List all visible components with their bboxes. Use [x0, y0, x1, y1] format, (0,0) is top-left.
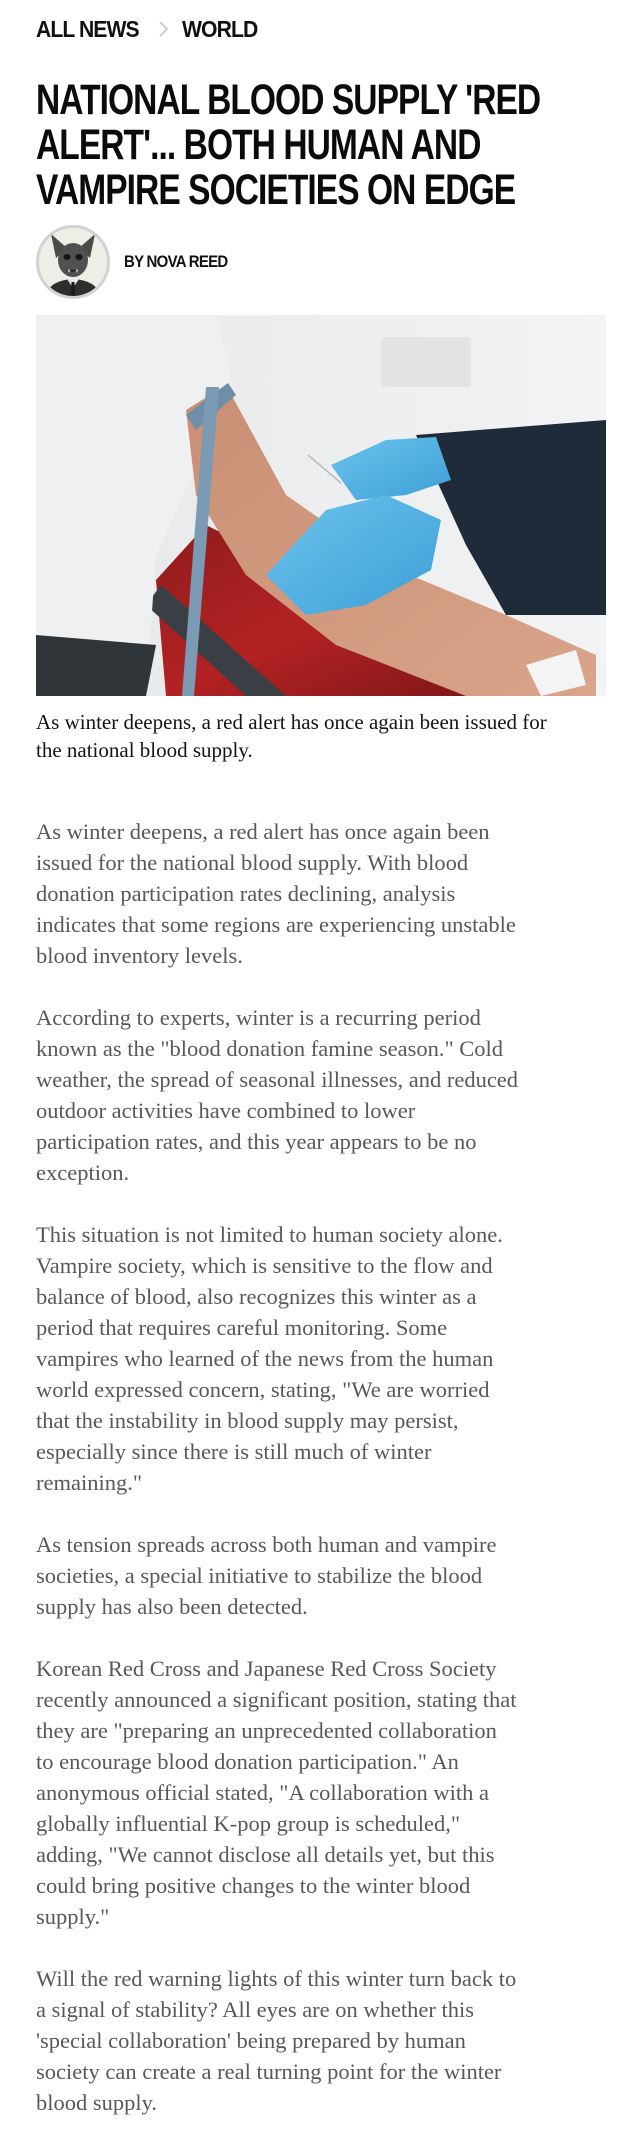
article-title	[36, 78, 606, 213]
paragraph-line: Korean Red Cross and Japanese Red Cross Society	[36, 1656, 497, 1681]
paragraph-2	[36, 1002, 611, 1188]
paragraph-line: According to experts, winter is a recurring period	[36, 1005, 481, 1030]
paragraph-line: adding, "We cannot disclose all details yet, but this	[36, 1842, 495, 1867]
paragraph-line: blood supply.	[36, 2090, 158, 2115]
paragraph-line: anonymous official stated, "A collaboration with a	[36, 1780, 490, 1805]
byline	[36, 225, 242, 299]
caption-line: the national blood supply.	[36, 738, 253, 762]
paragraph-line: 'special collaboration' being prepared by human	[36, 2028, 466, 2053]
paragraph-line: vampires who learned of the news from the human	[36, 1346, 494, 1371]
paragraph-5	[36, 1653, 611, 1932]
bat-headed-man-avatar-icon	[39, 228, 107, 296]
paragraph-line: outdoor activities have combined to lower	[36, 1098, 416, 1123]
caption-line: As winter deepens, a red alert has once again been issued for	[36, 710, 547, 734]
paragraph-line: supply has also been detected.	[36, 1594, 308, 1619]
paragraph-line: supply."	[36, 1904, 110, 1929]
blood-donation-photo-icon	[36, 315, 606, 696]
paragraph-line: weather, the spread of seasonal illnesses, and reduced	[36, 1067, 519, 1092]
paragraph-line: could bring positive changes to the winter blood	[36, 1873, 471, 1898]
title-line: NATIONAL BLOOD SUPPLY 'RED	[36, 76, 541, 124]
paragraph-line: As winter deepens, a red alert has once again been	[36, 819, 490, 844]
title-line: ALERT'... BOTH HUMAN AND	[36, 121, 481, 169]
paragraph-line: societies, a special initiative to stabilize the blood	[36, 1563, 483, 1588]
paragraph-3	[36, 1219, 611, 1498]
paragraph-line: society can create a real turning point for the winter	[36, 2059, 502, 2084]
paragraph-line: balance of blood, also recognizes this winter as a	[36, 1284, 477, 1309]
paragraph-1	[36, 816, 611, 971]
breadcrumb	[36, 14, 264, 44]
paragraph-line: blood inventory levels.	[36, 943, 243, 968]
paragraph-line: world expressed concern, stating, "We are worried	[36, 1377, 490, 1402]
author-avatar[interactable]	[36, 225, 110, 299]
breadcrumb-world[interactable]: WORLD	[182, 15, 258, 42]
image-caption	[36, 708, 611, 764]
paragraph-6	[36, 1963, 611, 2118]
paragraph-line: a signal of stability? All eyes are on whether this	[36, 1997, 475, 2022]
paragraph-line: they are "preparing an unprecedented collaboration	[36, 1718, 497, 1743]
chevron-right-icon	[152, 14, 174, 44]
paragraph-line: issued for the national blood supply. With blood	[36, 850, 469, 875]
paragraph-line: globally influential K-pop group is scheduled,"	[36, 1811, 461, 1836]
paragraph-line: exception.	[36, 1160, 130, 1185]
paragraph-line: known as the "blood donation famine season." Cold	[36, 1036, 504, 1061]
paragraph-line: that the instability in blood supply may persist,	[36, 1408, 459, 1433]
paragraph-line: to encourage blood donation participation." An	[36, 1749, 459, 1774]
breadcrumb-all-news[interactable]: ALL NEWS	[36, 15, 139, 42]
paragraph-line: As tension spreads across both human and vampire	[36, 1532, 497, 1557]
paragraph-line: indicates that some regions are experiencing unstable	[36, 912, 516, 937]
paragraph-line: donation participation rates declining, analysis	[36, 881, 456, 906]
article-body	[36, 816, 611, 2149]
author-name[interactable]: BY NOVA REED	[124, 252, 228, 271]
title-line: VAMPIRE SOCIETIES ON EDGE	[36, 166, 516, 214]
paragraph-line: participation rates, and this year appears to be no	[36, 1129, 477, 1154]
paragraph-4	[36, 1529, 611, 1622]
paragraph-line: Will the red warning lights of this winter turn back to	[36, 1966, 517, 1991]
paragraph-line: period that requires careful monitoring. Some	[36, 1315, 448, 1340]
paragraph-line: Vampire society, which is sensitive to the flow and	[36, 1253, 493, 1278]
hero-image	[36, 315, 606, 696]
paragraph-line: remaining."	[36, 1470, 143, 1495]
paragraph-line: recently announced a significant position, stating that	[36, 1687, 517, 1712]
paragraph-line: especially since there is still much of winter	[36, 1439, 432, 1464]
paragraph-line: This situation is not limited to human society alone.	[36, 1222, 503, 1247]
